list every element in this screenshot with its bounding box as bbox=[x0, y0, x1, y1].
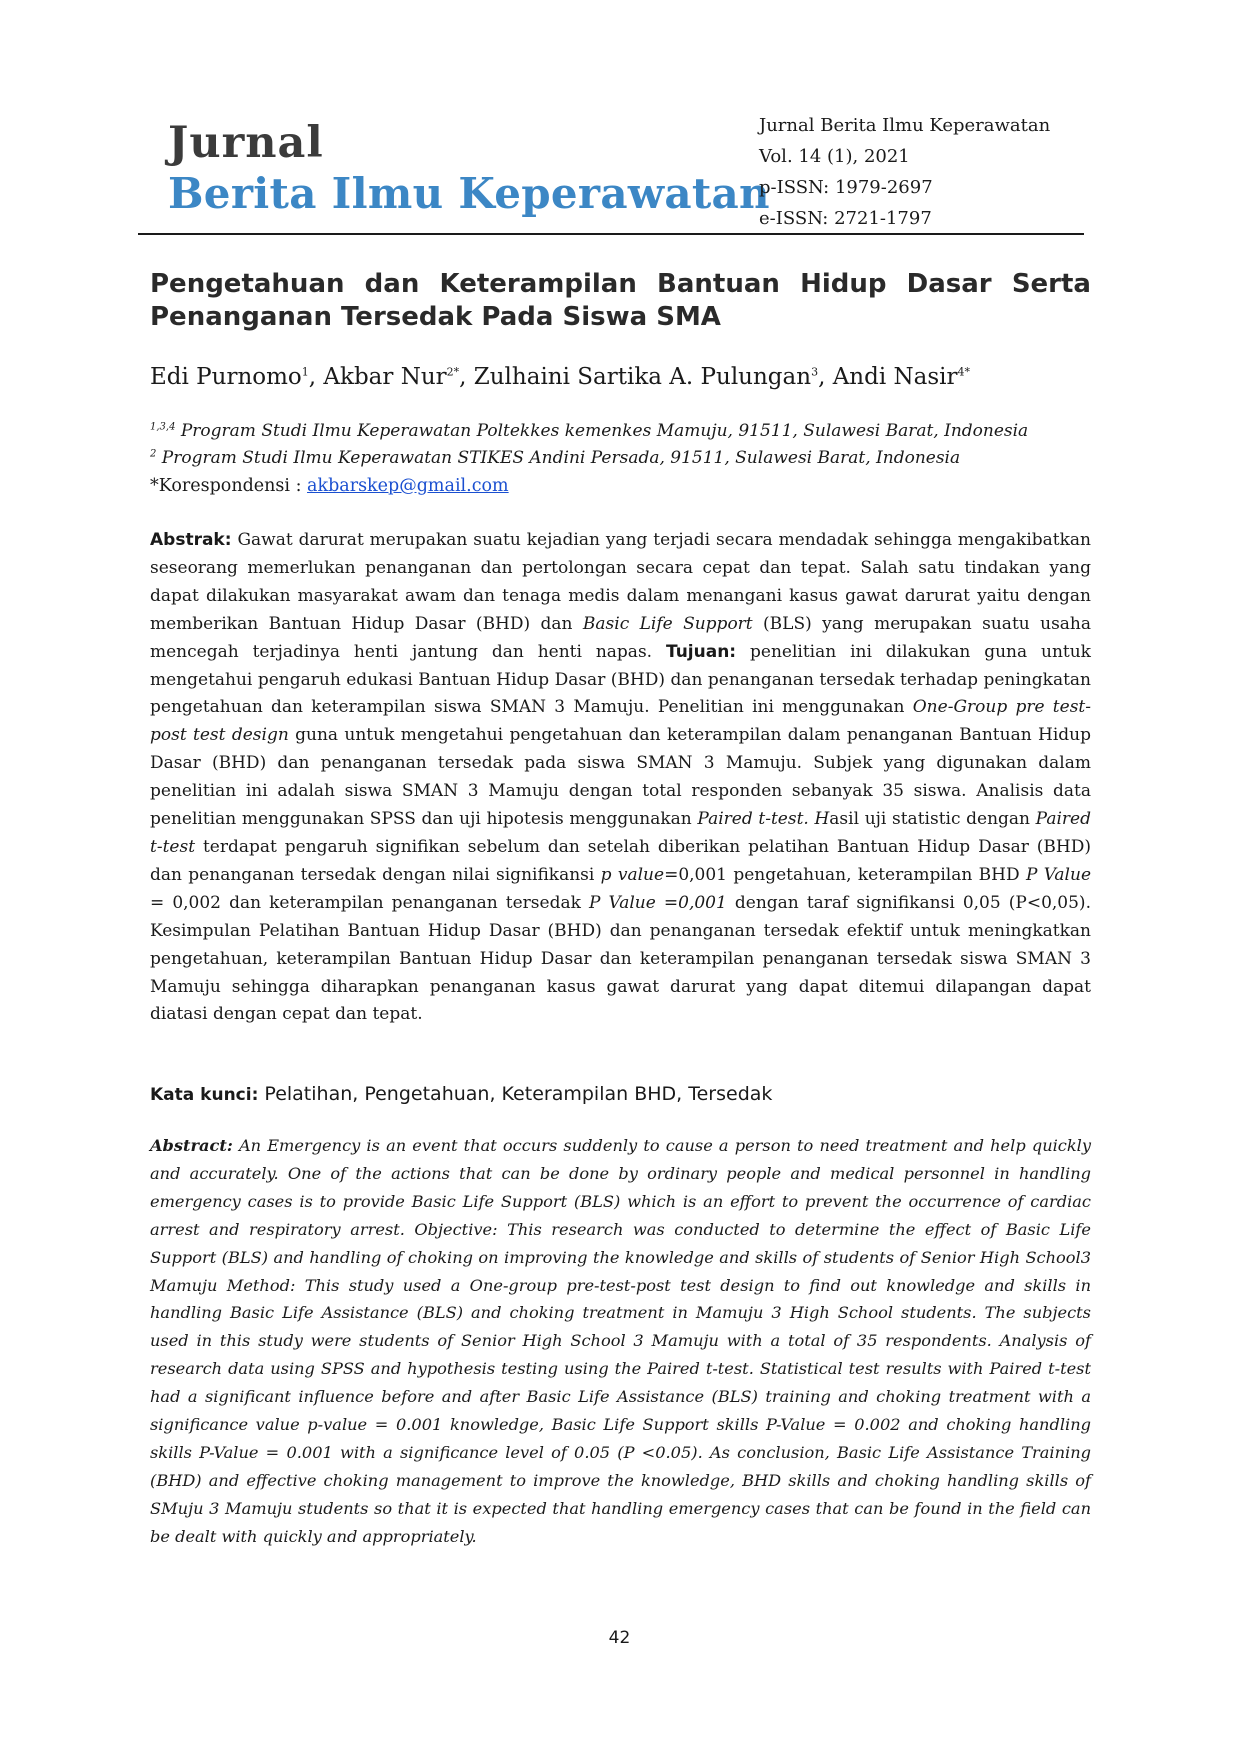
author-sep: , bbox=[308, 364, 324, 390]
abstrak-text: (BLS) yang merupakan suatu usaha mencegah terjadinya henti jantung dan henti napas. bbox=[150, 613, 1092, 662]
affiliation-text: Program Studi Ilmu Keperawatan STIKES Andini Persada, 91511, Sulawesi Barat, Indonesia bbox=[161, 448, 961, 468]
keywords bbox=[150, 1083, 772, 1105]
article-title bbox=[150, 268, 1091, 334]
correspondence-email-link[interactable]: akbarskep@gmail.com bbox=[307, 476, 509, 496]
title-word: Hidup bbox=[800, 269, 887, 299]
abstrak-italic: Basic Life Support bbox=[582, 613, 753, 634]
abstrak-text: guna untuk mengetahui pengetahuan dan keterampilan dalam penanganan Bantuan Hidup Dasar (BHD) dan penanganan tersedak pada siswa SMAN 3 Mamuju. Subjek yang digunakan dalam penelitian ini adalah siswa SMAN 3 Mamuju dengan total responden sebanyak 35 siswa. Analisis data penelitian menggunakan SPSS dan uji hipotesis menggunakan bbox=[150, 725, 1091, 830]
author-sup: 1 bbox=[301, 365, 309, 379]
affiliation-sup: 2 bbox=[150, 448, 157, 460]
masthead-jurnal: Jurnal bbox=[168, 118, 324, 168]
journal-info bbox=[759, 110, 1050, 234]
keywords-text: Pelatihan, Pengetahuan, Keterampilan BHD, Tersedak bbox=[258, 1083, 773, 1105]
author-sep: , bbox=[459, 364, 474, 390]
header-divider bbox=[138, 233, 1084, 235]
affiliation-2 bbox=[150, 448, 960, 468]
author-name: Akbar Nur bbox=[323, 364, 447, 390]
abstract-label: Abstract: bbox=[150, 1136, 233, 1155]
abstrak-text: asil uji statistic dengan bbox=[829, 809, 1036, 830]
abstrak-italic: One-Group pre test-post test design bbox=[150, 697, 1091, 746]
journal-eissn: e-ISSN: 2721-1797 bbox=[759, 208, 932, 229]
title-word: Bantuan bbox=[657, 269, 780, 299]
abstrak-text: =0,001 pengetahuan, keterampilan BHD bbox=[664, 864, 1026, 885]
abstrak-italic: P Value bbox=[1025, 864, 1092, 885]
author-name: Zulhaini Sartika A. Pulungan bbox=[473, 364, 812, 390]
abstrak-text: = 0,002 dan keterampilan penanganan tersedak bbox=[150, 892, 589, 913]
journal-title-small: Jurnal Berita Ilmu Keperawatan bbox=[759, 115, 1051, 136]
author-sep: , bbox=[818, 364, 833, 390]
title-word: Keterampilan bbox=[439, 269, 637, 299]
abstrak-italic: Paired t-test bbox=[150, 809, 1091, 857]
affiliation-1 bbox=[150, 421, 1028, 441]
abstrak-italic: Paired t-test. H bbox=[697, 809, 830, 830]
abstrak-text: Gawat darurat merupakan suatu kejadian yang terjadi secara mendadak sehingga mengakibatkan seseorang memerlukan penanganan dan pertolongan secara cepat dan tepat. Salah satu tindakan yang dapat dilakukan masyarakat awam dan tenaga medis dalam menangani kasus gawat darurat yaitu dengan memberikan Bantuan Hidup Dasar (BHD) dan bbox=[150, 530, 1091, 634]
author-sup: 4* bbox=[957, 365, 970, 379]
affiliation-sup: 1,3,4 bbox=[150, 421, 176, 433]
author-sup: 3 bbox=[811, 365, 819, 379]
abstract-text: An Emergency is an event that occurs suddenly to cause a person to need treatment and help quickly and accurately. One of the actions that can be done by ordinary people and medical personnel in handling emergency cases is to provide Basic Life Support (BLS) which is an effort to prevent the occurrence of cardiac arrest and respiratory arrest. Objective: This research was conducted to determine the effect of Basic Life Support (BLS) and handling of choking on improving the knowledge and skills of students of Senior High School3 Mamuju Method: This study used a One-group pre-test-post test design to find out knowledge and skills in handling Basic Life Assistance (BLS) and choking treatment in Mamuju 3 High School students. The subjects used in this study were students of Senior High School 3 Mamuju with a total of 35 respondents. Analysis of research data using SPSS and hypothesis testing using the Paired t-test. Statistical test results with Paired t-test had a significant influence before and after Basic Life Assistance (BLS) training and choking treatment with a significance value p-value = 0.001 knowledge, Basic Life Support skills P-Value = 0.002 and choking handling skills P-Value = 0.001 with a significance level of 0.05 (P <0.05). As conclusion, Basic Life Assistance Training (BHD) and effective choking management to improve the knowledge, BHD skills and choking handling skills of SMuju 3 Mamuju students so that it is expected that handling emergency cases that can be found in the field can be dealt with quickly and appropriately. bbox=[150, 1136, 1091, 1546]
abstrak-italic: P Value =0,001 bbox=[589, 892, 727, 913]
title-word: dan bbox=[364, 269, 420, 299]
correspondence-label: *Korespondensi : bbox=[150, 476, 308, 496]
correspondence bbox=[150, 476, 509, 496]
abstrak-italic: p value bbox=[600, 864, 665, 885]
abstrak-text: terdapat pengaruh signifikan sebelum dan setelah diberikan pelatihan Bantuan Hidup Dasar (BHD) dan penanganan tersedak dengan nilai signifikansi bbox=[150, 836, 1091, 885]
author-name: Edi Purnomo bbox=[150, 364, 302, 390]
journal-masthead bbox=[168, 118, 770, 220]
abstrak-label: Abstrak: bbox=[150, 530, 232, 550]
author-sup: 2* bbox=[446, 365, 460, 379]
author-name: Andi Nasir bbox=[832, 364, 958, 390]
abstrak-paragraph bbox=[150, 527, 1091, 1029]
abstract-english bbox=[150, 1132, 1091, 1551]
title-word: Dasar bbox=[906, 269, 992, 299]
abstrak-text: penelitian ini dilakukan guna untuk mengetahui pengaruh edukasi Bantuan Hidup Dasar (BHD) dan penanganan tersedak terhadap peningkatan pengetahuan dan keterampilan siswa SMAN 3 Mamuju. Penelitian ini menggunakan bbox=[150, 641, 1091, 718]
journal-pissn: p-ISSN: 1979-2697 bbox=[759, 177, 933, 198]
journal-volume: Vol. 14 (1), 2021 bbox=[759, 146, 910, 167]
abstrak-text: dengan taraf signifikansi 0,05 (P<0,05). Kesimpulan Pelatihan Bantuan Hidup Dasar (BHD) dan penanganan tersedak efektif untuk meningkatkan pengetahuan, keterampilan Bantuan Hidup Dasar dan keterampilan penanganan tersedak siswa SMAN 3 Mamuju sehingga diharapkan penanganan kasus gawat darurat yang dapat ditemui dilapangan dapat diatasi dengan cepat dan tepat. bbox=[150, 892, 1091, 1025]
title-word: Pengetahuan bbox=[150, 269, 345, 299]
masthead-journal-name: Berita Ilmu Keperawatan bbox=[168, 169, 770, 218]
page-number: 42 bbox=[608, 1628, 631, 1648]
title-line-2: Penanganan Tersedak Pada Siswa SMA bbox=[150, 302, 721, 332]
keywords-label: Kata kunci: bbox=[150, 1085, 259, 1105]
tujuan-label: Tujuan: bbox=[665, 641, 737, 662]
affiliation-text: Program Studi Ilmu Keperawatan Poltekkes kemenkes Mamuju, 91511, Sulawesi Barat, Indonesia bbox=[180, 421, 1029, 441]
title-line-1 bbox=[150, 268, 1091, 301]
title-word: Serta bbox=[1011, 269, 1091, 299]
author-list bbox=[150, 364, 970, 390]
